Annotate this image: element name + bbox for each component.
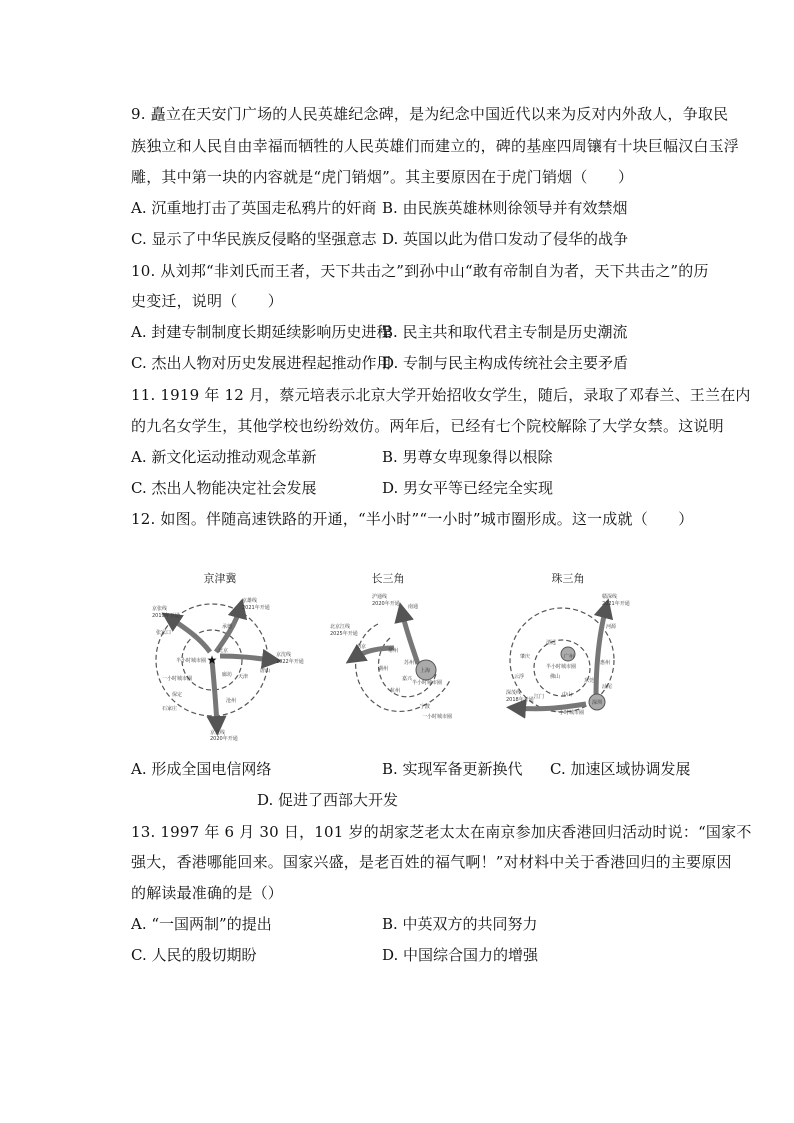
q11-stem-line-1: 11. 1919 年 12 月，蔡元培表示北京大学开始招收女学生，随后，录取了邓春兰、王兰在内 — [131, 386, 751, 404]
svg-text:2021年开通: 2021年开通 — [242, 605, 270, 611]
svg-text:湖州: 湖州 — [378, 666, 389, 672]
svg-text:2019年开通: 2019年开通 — [152, 613, 180, 619]
svg-text:京九线: 京九线 — [210, 730, 226, 736]
q10-option-d[interactable]: D. 专制与民主构成传统社会主要矛盾 — [382, 354, 629, 372]
q9-option-b[interactable]: B. 由民族英雄林则徐领导并有效禁烟 — [382, 199, 628, 217]
map-jingjinji — [152, 571, 304, 742]
svg-text:半小时城市圈: 半小时城市圈 — [546, 664, 577, 670]
svg-text:东莞: 东莞 — [584, 678, 595, 684]
svg-text:宁波: 宁波 — [420, 704, 431, 710]
svg-text:肇庆: 肇庆 — [520, 654, 531, 660]
q10-option-c[interactable]: C. 杰出人物对历史发展进程起推动作用 — [131, 354, 392, 372]
svg-text:赣深线: 赣深线 — [602, 594, 618, 600]
q13-option-c[interactable]: C. 人民的殷切期盼 — [131, 946, 257, 964]
svg-text:承德: 承德 — [222, 624, 233, 630]
svg-text:嘉兴: 嘉兴 — [402, 676, 413, 682]
map2-labels — [330, 593, 452, 720]
q13-option-d[interactable]: D. 中国综合国力的增强 — [382, 946, 539, 964]
svg-text:2018年开通: 2018年开通 — [506, 697, 534, 703]
svg-text:京雄线: 京雄线 — [242, 598, 258, 604]
map-changsanjiao — [330, 571, 452, 720]
svg-text:天津: 天津 — [238, 674, 249, 680]
svg-text:中山: 中山 — [562, 692, 573, 698]
svg-text:沧州: 沧州 — [226, 698, 237, 704]
q11-option-a[interactable]: A. 新文化运动推动观念革新 — [131, 448, 317, 466]
q12-option-c[interactable]: C. 加速区域协调发展 — [550, 760, 691, 778]
q9-option-d[interactable]: D. 英国以此为借口发动了侵华的战争 — [382, 230, 629, 248]
svg-text:惠州: 惠州 — [600, 660, 611, 666]
svg-text:河源: 河源 — [606, 624, 617, 630]
q12-option-d[interactable]: D. 促进了西部大开发 — [257, 791, 399, 809]
map2-title: 长三角 — [371, 572, 405, 585]
svg-text:2025年开通: 2025年开通 — [330, 631, 358, 637]
q13-option-b[interactable]: B. 中英双方的共同努力 — [382, 915, 538, 933]
q10-stem-line-1: 10. 从刘邦“非刘氏而王者，天下共击之”到孙中山“敢有帝制自为者，天下共击之”的历 — [131, 262, 709, 280]
q12-option-b[interactable]: B. 实现军备更新换代 — [382, 760, 523, 778]
q10-stem-line-2: 史变迁，说明（ ） — [131, 292, 284, 310]
q10-option-b[interactable]: B. 民主共和取代君主专制是历史潮流 — [382, 323, 628, 341]
map1-arrow-jingjiu — [212, 660, 217, 726]
q13-stem-line-1: 13. 1997 年 6 月 30 日，101 岁的胡家芝老太太在南京参加庆香港回归活动时说：“国家不 — [131, 823, 752, 841]
svg-text:深茂线: 深茂线 — [506, 690, 522, 696]
svg-text:2021年开通: 2021年开通 — [602, 601, 630, 607]
map2-arrow-hutong — [402, 612, 418, 664]
map1-arrow-jingxiong — [216, 608, 240, 652]
q10-option-a[interactable]: A. 封建专制制度长期延续影响历史进程 — [131, 323, 392, 341]
svg-text:京沈线: 京沈线 — [276, 652, 292, 658]
map1-arrow-jingshen — [220, 656, 272, 660]
svg-text:清远: 清远 — [546, 640, 557, 646]
svg-text:汕尾: 汕尾 — [602, 684, 613, 690]
svg-text:张家口: 张家口 — [156, 630, 172, 636]
svg-text:上海: 上海 — [420, 668, 431, 674]
q12-city-circle-maps — [150, 568, 630, 742]
svg-text:沪通线: 沪通线 — [372, 594, 388, 600]
q9-stem-line-1: 9. 矗立在天安门广场的人民英雄纪念碑，是为纪念中国近代以来为反对内外敌人，争取民 — [131, 105, 729, 123]
svg-text:2020年开通: 2020年开通 — [210, 736, 238, 742]
svg-text:深圳: 深圳 — [592, 700, 603, 706]
q13-option-a[interactable]: A. “一国两制”的提出 — [131, 915, 272, 933]
svg-text:廊坊: 廊坊 — [222, 672, 233, 678]
q9-option-a[interactable]: A. 沉重地打击了英国走私鸦片的奸商 — [131, 199, 377, 217]
q13-stem-line-2: 强大，香港哪能回来。国家兴盛，是老百姓的福气啊！”对材料中关于香港回归的主要原因 — [131, 853, 732, 871]
svg-text:南通: 南通 — [408, 604, 419, 610]
q9-stem-line-2: 族独立和人民自由幸福而牺牲的人民英雄们而建立的，碑的基座四周镶有十块巨幅汉白玉浮 — [131, 137, 740, 155]
map1-title: 京津冀 — [203, 572, 237, 585]
svg-text:一小时城市圈: 一小时城市圈 — [554, 710, 585, 716]
map1-labels — [152, 597, 304, 742]
q12-maps-figure — [150, 568, 630, 742]
svg-text:广州: 广州 — [564, 654, 575, 660]
svg-text:2020年开通: 2020年开通 — [372, 601, 400, 607]
svg-text:唐山: 唐山 — [260, 668, 271, 674]
svg-text:京张线: 京张线 — [152, 606, 168, 612]
svg-text:常州: 常州 — [388, 648, 399, 654]
svg-text:石家庄: 石家庄 — [162, 706, 178, 712]
svg-text:保定: 保定 — [172, 692, 183, 698]
q9-stem-line-3: 雕，其中第一块的内容就是“虎门销烟”。其主要原因在于虎门销烟（ ） — [131, 168, 634, 186]
svg-text:一小时城市圈: 一小时城市圈 — [422, 714, 453, 720]
svg-text:北京: 北京 — [218, 648, 229, 654]
svg-text:北京江线: 北京江线 — [330, 624, 351, 630]
map3-title: 珠三角 — [551, 572, 585, 585]
map1-arrow-jingzhang — [170, 618, 210, 652]
q11-stem-line-2: 的九名女学生，其他学校也纷纷效仿。两年后，已经有七个院校解除了大学女禁。这说明 — [131, 417, 724, 435]
svg-text:一小时城市圈: 一小时城市圈 — [162, 676, 193, 682]
map3-labels — [506, 593, 630, 716]
q12-option-a[interactable]: A. 形成全国电信网络 — [131, 760, 272, 778]
svg-text:2022年开通: 2022年开通 — [276, 659, 304, 665]
svg-text:苏州: 苏州 — [404, 660, 415, 666]
svg-text:半小时城市圈: 半小时城市圈 — [412, 680, 443, 686]
svg-text:南京: 南京 — [356, 644, 367, 650]
q12-stem-line-1: 12. 如图。伴随高速铁路的开通，“半小时”“一小时”城市圈形成。这一成就（ ） — [131, 510, 694, 528]
map-zhusanjiao — [506, 571, 630, 716]
svg-text:佛山: 佛山 — [550, 674, 561, 680]
svg-text:江门: 江门 — [534, 694, 545, 700]
q11-option-d[interactable]: D. 男女平等已经完全实现 — [382, 479, 554, 497]
map3-arrow-shenmao — [516, 704, 586, 709]
map1-star-icon: ★ — [206, 653, 218, 667]
q11-option-b[interactable]: B. 男尊女卑现象得以根除 — [382, 448, 553, 466]
svg-text:半小时城市圈: 半小时城市圈 — [176, 658, 207, 664]
q9-option-c[interactable]: C. 显示了中华民族反侵略的坚强意志 — [131, 230, 377, 248]
svg-text:云浮: 云浮 — [514, 674, 525, 680]
q13-stem-line-3: 的解读最准确的是（） — [131, 884, 284, 902]
svg-text:杭州: 杭州 — [390, 688, 401, 694]
q11-option-c[interactable]: C. 杰出人物能决定社会发展 — [131, 479, 317, 497]
